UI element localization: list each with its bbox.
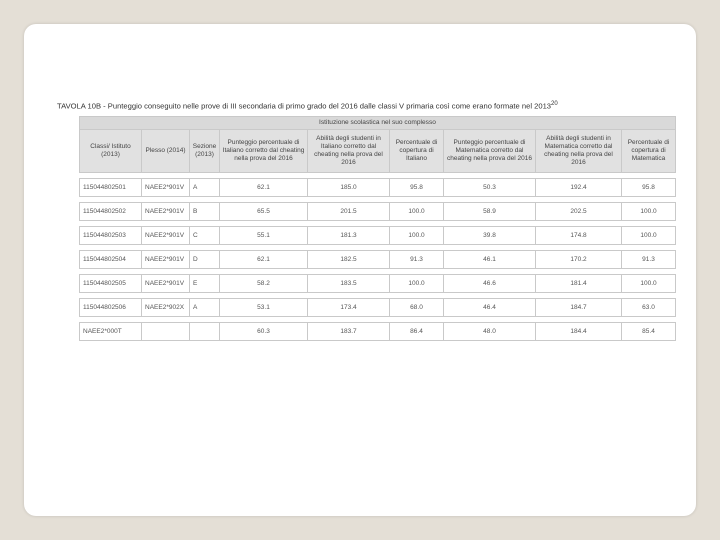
results-table [79, 116, 676, 341]
table-cell: 86.4 [390, 322, 444, 340]
column-header: Percentuale di copertura di Italiano [390, 129, 444, 172]
table-cell: 185.0 [308, 178, 390, 196]
table-cell: 62.1 [220, 178, 308, 196]
table-cell: 63.0 [622, 298, 676, 316]
table-row [80, 226, 676, 244]
table-cell: NAEE2*000T [80, 322, 142, 340]
table-cell: 181.3 [308, 226, 390, 244]
table-cell: 95.8 [390, 178, 444, 196]
table-cell: 46.1 [444, 250, 536, 268]
table-cell: E [190, 274, 220, 292]
table-cell: 100.0 [622, 274, 676, 292]
table-cell: 65.5 [220, 202, 308, 220]
table-cell: 183.7 [308, 322, 390, 340]
table-cell: NAEE2*901V [142, 178, 190, 196]
table-cell: 46.6 [444, 274, 536, 292]
table-row [80, 250, 676, 268]
column-header: Percentuale di copertura di Matematica [622, 129, 676, 172]
column-header: Plesso (2014) [142, 129, 190, 172]
table-cell: 95.8 [622, 178, 676, 196]
table-cell: 60.3 [220, 322, 308, 340]
table-cell: A [190, 178, 220, 196]
table-cell: 115044802503 [80, 226, 142, 244]
table-cell: 182.5 [308, 250, 390, 268]
table-cell: 201.5 [308, 202, 390, 220]
table-cell: 192.4 [536, 178, 622, 196]
table-cell: 68.0 [390, 298, 444, 316]
table-cell [142, 322, 190, 340]
table-cell: 50.3 [444, 178, 536, 196]
table-cell: 115044802501 [80, 178, 142, 196]
table-cell: B [190, 202, 220, 220]
table-cell: 181.4 [536, 274, 622, 292]
table-cell: 183.5 [308, 274, 390, 292]
table-caption [57, 99, 675, 112]
table-cell [190, 322, 220, 340]
column-header: Classi/ Istituto (2013) [80, 129, 142, 172]
table-cell: NAEE2*901V [142, 226, 190, 244]
table-cell: 55.1 [220, 226, 308, 244]
table-cell: 173.4 [308, 298, 390, 316]
document-content [57, 99, 675, 341]
table-row [80, 178, 676, 196]
column-header: Abilità degli studenti in Matematica corretto dal cheating nella prova del 2016 [536, 129, 622, 172]
table-cell: 115044802502 [80, 202, 142, 220]
group-header: Istituzione scolastica nel suo complesso [80, 116, 676, 129]
table-cell: 62.1 [220, 250, 308, 268]
table-cell: NAEE2*901V [142, 274, 190, 292]
table-cell: 58.9 [444, 202, 536, 220]
table-row [80, 202, 676, 220]
table-row [80, 298, 676, 316]
column-header: Sezione (2013) [190, 129, 220, 172]
table-cell: 85.4 [622, 322, 676, 340]
table-cell: 48.0 [444, 322, 536, 340]
table-cell: 91.3 [390, 250, 444, 268]
table-cell: NAEE2*901V [142, 250, 190, 268]
table-cell: 170.2 [536, 250, 622, 268]
column-header: Punteggio percentuale di Matematica corretto dal cheating nella prova del 2016 [444, 129, 536, 172]
table-cell: 100.0 [622, 202, 676, 220]
caption-text: TAVOLA 10B - Punteggio conseguito nelle prove di III secondaria di primo grado del 2016 dalle classi V primaria così come erano formate nel 2013 [57, 101, 552, 111]
table-cell: 39.8 [444, 226, 536, 244]
table-cell: 174.8 [536, 226, 622, 244]
column-header: Abilità degli studenti in Italiano corretto dal cheating nella prova del 2016 [308, 129, 390, 172]
table-cell: 100.0 [390, 274, 444, 292]
table-row [80, 274, 676, 292]
caption-note: 20 [551, 101, 558, 107]
table-cell: 115044802505 [80, 274, 142, 292]
table-cell: 53.1 [220, 298, 308, 316]
table-cell: 58.2 [220, 274, 308, 292]
table-cell: NAEE2*902X [142, 298, 190, 316]
table-cell: 202.5 [536, 202, 622, 220]
table-cell: 184.4 [536, 322, 622, 340]
column-header: Punteggio percentuale di Italiano corretto dal cheating nella prova del 2016 [220, 129, 308, 172]
table-cell: 46.4 [444, 298, 536, 316]
table-cell: NAEE2*901V [142, 202, 190, 220]
table-cell: 100.0 [390, 226, 444, 244]
table-cell: 91.3 [622, 250, 676, 268]
table-cell: C [190, 226, 220, 244]
table-cell: 100.0 [622, 226, 676, 244]
table-cell: 184.7 [536, 298, 622, 316]
table-cell: A [190, 298, 220, 316]
table-cell: 115044802506 [80, 298, 142, 316]
table-cell: 100.0 [390, 202, 444, 220]
table-cell: D [190, 250, 220, 268]
table-row [80, 322, 676, 340]
slide [24, 24, 696, 516]
table-cell: 115044802504 [80, 250, 142, 268]
